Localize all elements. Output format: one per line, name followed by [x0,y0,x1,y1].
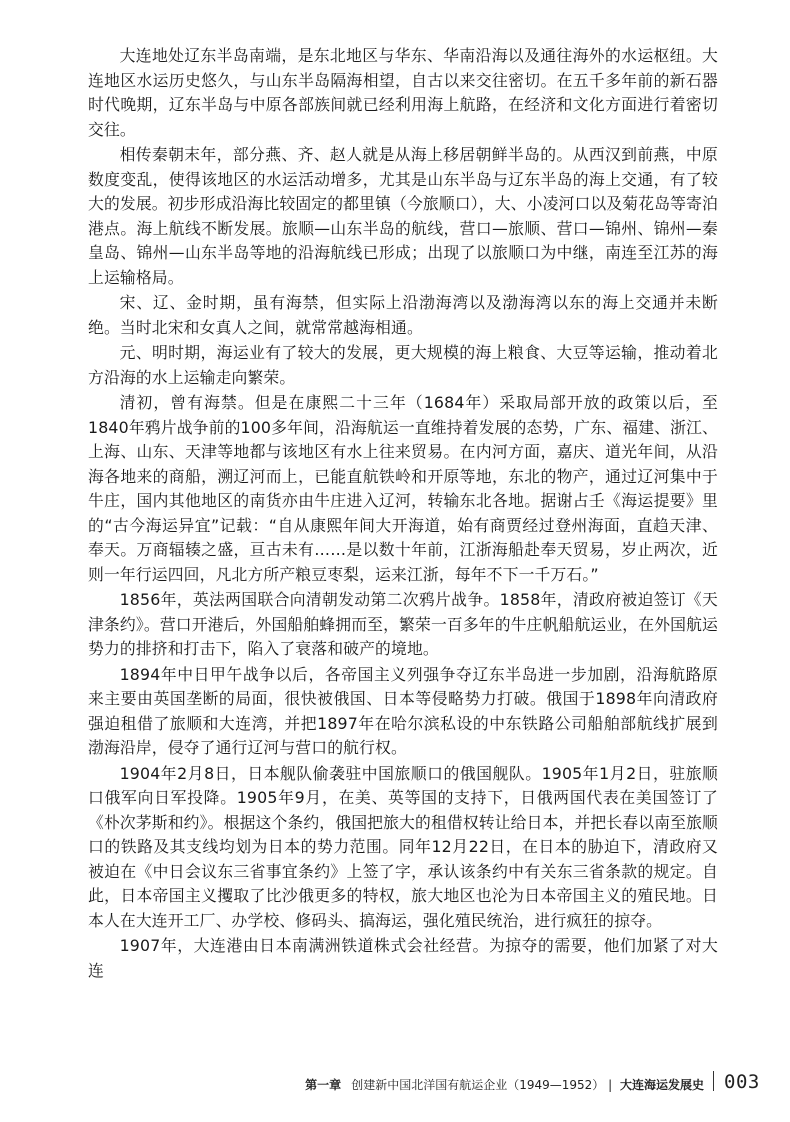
chapter-title: 创建新中国北洋国有航运企业（1949—1952） [351,1078,605,1092]
page-number: 003 [724,1071,760,1093]
running-footer [305,1076,704,1093]
page-footer [0,1068,790,1098]
paragraph: 宋、辽、金时期，虽有海禁，但实际上沿渤海湾以及渤海湾以东的海上交通并未断绝。当时北宋和女真人之间，就常常越海相通。 [88,293,718,337]
paragraph: 1856年，英法两国联合向清朝发动第二次鸦片战争。1858年，清政府被迫签订《天津条约》。营口开港后，外国船舶蜂拥而至，繁荣一百多年的牛庄帆船航运业，在外国航运势力的排挤和打击下，陷入了衰落和破产的境地。 [88,590,718,658]
paragraph: 大连地处辽东半岛南端，是东北地区与华东、华南沿海以及通往海外的水运枢纽。大连地区水运历史悠久，与山东半岛隔海相望，自古以来交往密切。在五千多年前的新石器时代晚期，辽东半岛与中原各部族间就已经利用海上航路，在经济和文化方面进行着密切交往。 [88,46,718,139]
paragraph: 1904年2月8日，日本舰队偷袭驻中国旅顺口的俄国舰队。1905年1月2日，驻旅顺口俄军向日军投降。1905年9月，在美、英等国的支持下，日俄两国代表在美国签订了《朴次茅斯和约》。根据这个条约，俄国把旅大的租借权转让给日本，并把长春以南至旅顺口的铁路及其支线均划为日本的势力范围。同年12月22日，在日本的胁迫下，清政府又被迫在《中日会议东三省事宜条约》上签了字，承认该条约中有关东三省条款的规定。自此，日本帝国主义攫取了比沙俄更多的特权，旅大地区也沦为日本帝国主义的殖民地。日本人在大连开工厂、办学校、修码头、搞海运，强化殖民统治，进行疯狂的掠夺。 [88,763,718,930]
footer-separator: | [608,1078,613,1092]
page-body [88,44,718,984]
chapter-label: 第一章 [305,1078,342,1092]
paragraph: 1894年中日甲午战争以后，各帝国主义列强争夺辽东半岛进一步加剧，沿海航路原来主要由英国垄断的局面，很快被俄国、日本等侵略势力打破。俄国于1898年向清政府强迫租借了旅顺和大连湾，并把1897年在哈尔滨私设的中东铁路公司船舶部航线扩展到渤海沿岸，侵夺了通行辽河与营口的航行权。 [88,664,718,757]
footer-divider [713,1071,714,1091]
paragraph: 1907年，大连港由日本南满洲铁道株式会社经营。为掠夺的需要，他们加紧了对大连 [88,936,718,980]
paragraph: 元、明时期，海运业有了较大的发展，更大规模的海上粮食、大豆等运输，推动着北方沿海的水上运输走向繁荣。 [88,343,718,387]
book-title: 大连海运发展史 [619,1078,704,1092]
paragraph: 清初，曾有海禁。但是在康熙二十三年（1684年）采取局部开放的政策以后，至1840年鸦片战争前的100多年间，沿海航运一直维持着发展的态势，广东、福建、浙江、上海、山东、天津等地都与该地区有水上往来贸易。在内河方面，嘉庆、道光年间，从沿海各地来的商船，溯辽河而上，已能直航铁岭和开原等地，东北的物产，通过辽河集中于牛庄，国内其他地区的南货亦由牛庄进入辽河，转输东北各地。据谢占壬《海运提要》里的“古今海运异宜”记载：“自从康熙年间大开海道，始有商贾经过登州海面，直趋天津、奉天。万商辐辏之盛，亘古未有……是以数十年前，江浙海船赴奉天贸易，岁止两次，近则一年行运四回，凡北方所产粮豆枣梨，运来江浙，每年不下一千万石。” [88,393,718,584]
paragraph: 相传秦朝末年，部分燕、齐、赵人就是从海上移居朝鲜半岛的。从西汉到前燕，中原数度变乱，使得该地区的水运活动增多，尤其是山东半岛与辽东半岛的海上交通，有了较大的发展。初步形成沿海比较固定的都里镇（今旅顺口），大、小凌河口以及菊花岛等寄泊港点。海上航线不断发展。旅顺—山东半岛的航线，营口—旅顺、营口—锦州、锦州—秦皇岛、锦州—山东半岛等地的沿海航线已形成；出现了以旅顺口为中继，南连至江苏的海上运输格局。 [88,145,718,287]
